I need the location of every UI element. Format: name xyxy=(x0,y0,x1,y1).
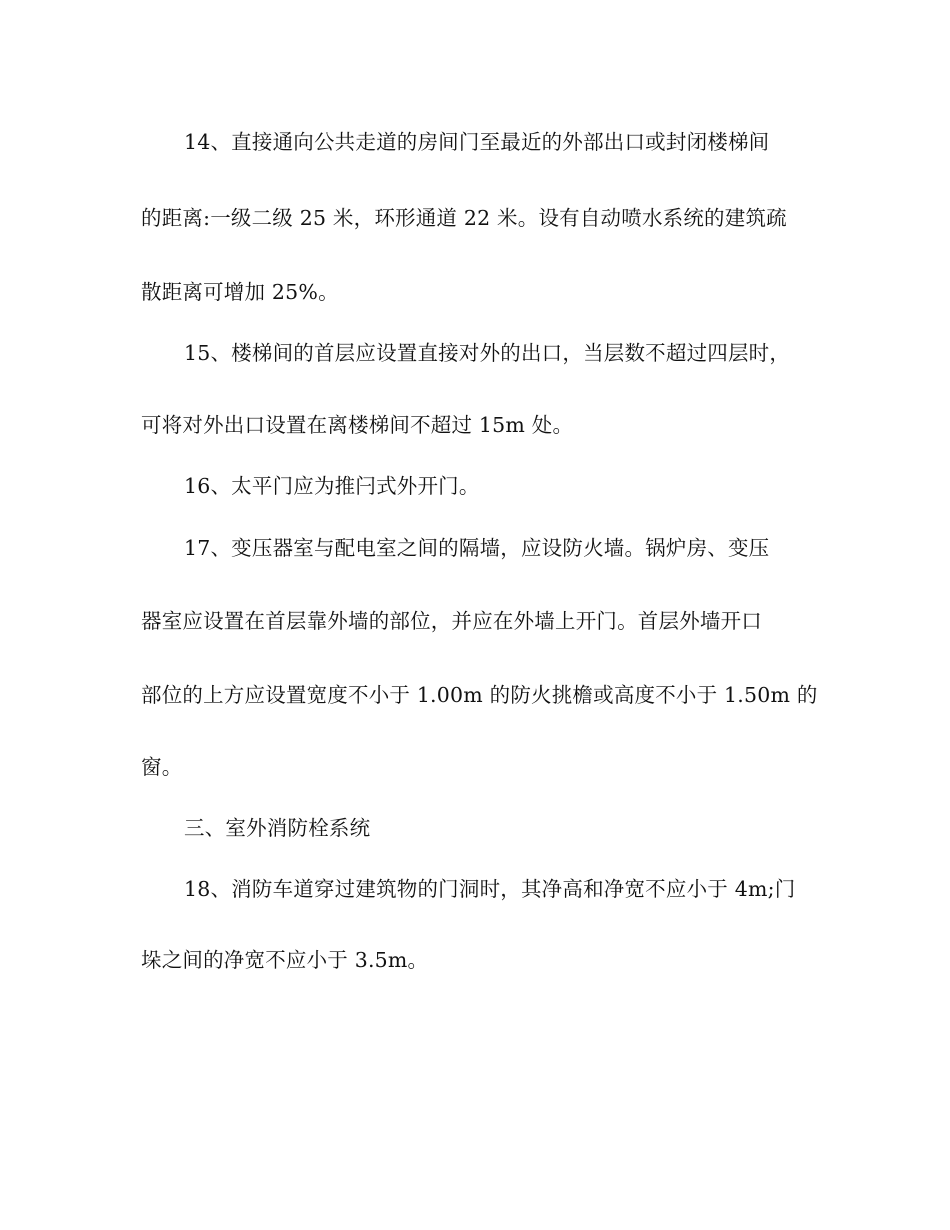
paragraph-17-line-4: 窗。 xyxy=(141,755,183,779)
paragraph-15-line-1: 15、楼梯间的首层应设置直接对外的出口，当层数不超过四层时， xyxy=(184,341,791,365)
paragraph-18-line-1: 18、消防车道穿过建筑物的门洞时，其净高和净宽不应小于 4m;门 xyxy=(184,877,796,901)
paragraph-16-line-1: 16、太平门应为推闩式外开门。 xyxy=(184,474,480,498)
paragraph-14-line-1: 14、直接通向公共走道的房间门至最近的外部出口或封闭楼梯间 xyxy=(184,130,770,154)
section-heading-outdoor-hydrant: 三、室外消防栓系统 xyxy=(184,816,371,840)
paragraph-17-line-3: 部位的上方应设置宽度不小于 1.00m 的防火挑檐或高度不小于 1.50m 的 xyxy=(141,683,818,707)
paragraph-15-line-2: 可将对外出口设置在离楼梯间不超过 15m 处。 xyxy=(141,413,574,437)
paragraph-14-line-3: 散距离可增加 25%。 xyxy=(141,280,339,304)
paragraph-14-line-2: 的距离:一级二级 25 米，环形通道 22 米。设有自动喷水系统的建筑疏 xyxy=(141,206,787,230)
paragraph-18-line-2: 垛之间的净宽不应小于 3.5m。 xyxy=(141,948,429,972)
paragraph-17-line-1: 17、变压器室与配电室之间的隔墙，应设防火墙。锅炉房、变压 xyxy=(184,536,770,560)
paragraph-17-line-2: 器室应设置在首层靠外墙的部位，并应在外墙上开门。首层外墙开口 xyxy=(141,609,762,633)
